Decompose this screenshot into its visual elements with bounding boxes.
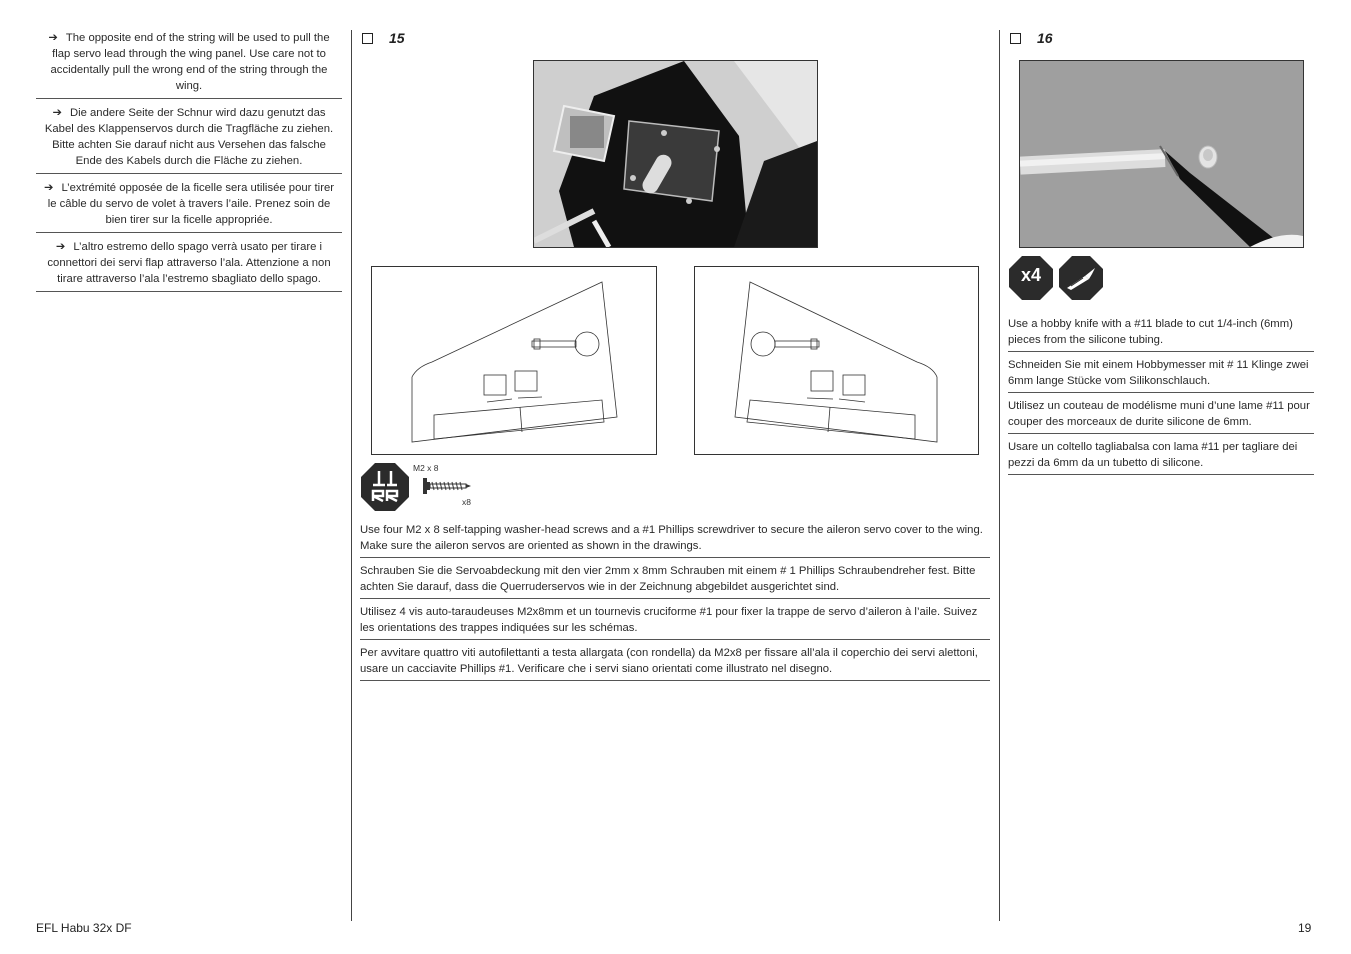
step-15-instructions xyxy=(360,522,990,686)
note-en xyxy=(36,30,342,99)
aileron-diagram-left xyxy=(371,266,657,455)
note-text: The opposite end of the string will be used to pull the flap servo lead through the wing panel. Use care not to accidentally pull the wrong end of the string through the wing. xyxy=(50,32,330,92)
note-text: L’altro estremo dello spago verrà usato per tirare i connettori dei servi flap attraverso l’ala. Attenzione a non tirare attraverso l’ala l’estremo sbagliato dello spago. xyxy=(47,241,331,285)
wing-diagram-right xyxy=(695,267,978,454)
quantity-badge xyxy=(1009,256,1053,300)
step-15-heading xyxy=(362,30,405,46)
instruction-it: Usare un coltello tagliabalsa con lama #11 per tagliare dei pezzi da 6mm da un tubetto di silicone. xyxy=(1008,439,1314,475)
instruction-de: Schrauben Sie die Servoabdeckung mit den vier 2mm x 8mm Schrauben mit einem # 1 Phillips Schraubendreher fest. Bitte achten Sie darauf, dass die Querruderservos wie in der Zeichnung abgebildet ausgerichtet sind. xyxy=(360,563,990,599)
arrow-icon: ➔ xyxy=(44,182,54,194)
step-16-photo xyxy=(1019,60,1304,248)
quantity-badge-text: x4 xyxy=(1020,265,1042,285)
arrow-icon: ➔ xyxy=(48,32,58,44)
screw-icon xyxy=(423,476,473,498)
instruction-en: Use a hobby knife with a #11 blade to cut 1/4-inch (6mm) pieces from the silicone tubing. xyxy=(1008,316,1314,352)
note-text: Die andere Seite der Schnur wird dazu genutzt das Kabel des Klappenservos durch die Tragfläche zu ziehen. Bitte achten Sie darauf nicht aus Versehen das falsche Ende des Kabels durch die Fläche zu ziehen. xyxy=(44,107,334,167)
hobby-knife-icon xyxy=(1059,256,1103,300)
note-fr xyxy=(36,180,342,233)
column-divider xyxy=(999,30,1000,921)
aileron-diagram-right xyxy=(694,266,979,455)
instruction-en: Use four M2 x 8 self-tapping washer-head screws and a #1 Phillips screwdriver to secure the aileron servo cover to the wing. Make sure the aileron servos are oriented as shown in the drawings. xyxy=(360,522,990,558)
instruction-fr: Utilisez un couteau de modélisme muni d’une lame #11 pour couper des morceaux de durite silicone de 6mm. xyxy=(1008,398,1314,434)
wing-servo-cover-photo xyxy=(534,61,817,247)
footer-title: EFL Habu 32x DF xyxy=(36,921,132,935)
step-checkbox[interactable] xyxy=(1010,33,1021,44)
note-text: L’extrémité opposée de la ficelle sera utilisée pour tirer le câble du servo de volet à travers l’aile. Prenez soin de bien tirer sur la ficelle appropriée. xyxy=(47,182,334,226)
note-de xyxy=(36,105,342,174)
phillips-screwdriver-icon xyxy=(361,463,409,511)
step-number: 15 xyxy=(389,30,405,46)
step-checkbox[interactable] xyxy=(362,33,373,44)
instruction-de: Schneiden Sie mit einem Hobbymesser mit # 11 Klinge zwei 6mm lange Stücke vom Silikonschlauch. xyxy=(1008,357,1314,393)
wing-diagram-left xyxy=(372,267,656,454)
notes-column xyxy=(36,30,342,298)
instruction-fr: Utilisez 4 vis auto-taraudeuses M2x8mm et un tournevis cruciforme #1 pour fixer la trappe de servo d’aileron à l’aile. Suivez les orientations des trappes indiquées sur les schémas. xyxy=(360,604,990,640)
step-15-photo xyxy=(533,60,818,248)
step-number: 16 xyxy=(1037,30,1053,46)
note-it xyxy=(36,239,342,292)
arrow-icon: ➔ xyxy=(55,241,66,253)
step-16-instructions xyxy=(1008,316,1314,480)
instruction-it: Per avvitare quattro viti autofilettanti a testa allargata (con rondella) da M2x8 per fissare all’ala il coperchio dei servi alettoni, usare un cacciavite Phillips #1. Verificare che i servi siano orientati come illustrato nel disegno. xyxy=(360,645,990,681)
step-16-heading xyxy=(1010,30,1053,46)
screw-label: M2 x 8 xyxy=(413,463,439,473)
silicone-tubing-photo xyxy=(1020,61,1303,247)
arrow-icon: ➔ xyxy=(52,107,62,119)
page-number: 19 xyxy=(1298,921,1312,935)
screw-quantity: x8 xyxy=(462,497,471,507)
column-divider xyxy=(351,30,352,921)
